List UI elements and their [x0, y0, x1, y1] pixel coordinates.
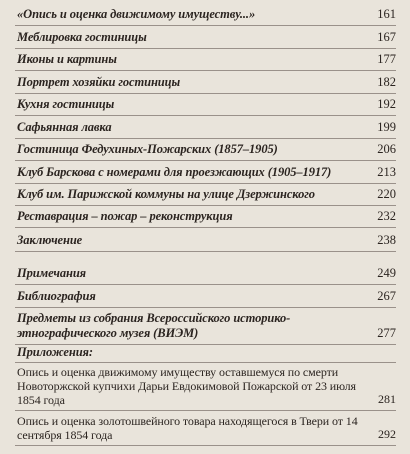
toc-entry-page: 199 — [377, 120, 396, 134]
toc-entry-title: Библиография — [17, 289, 96, 303]
toc-entry-furniture[interactable] — [15, 26, 396, 49]
toc-entry-notes[interactable] — [15, 252, 396, 285]
toc-entry-page: 281 — [378, 392, 396, 406]
toc-entry-title: Меблировка гостиницы — [17, 30, 147, 44]
toc-entry-title: Заключение — [17, 233, 83, 247]
toc-entry-museum-items[interactable] — [15, 308, 396, 345]
toc-entry-title: «Опись и оценка движимому имуществу...» — [17, 7, 256, 21]
toc-entry-conclusion[interactable] — [15, 228, 396, 252]
toc-entry-title: Гостиница Федухиных-Пожарских (1857–1905) — [17, 142, 278, 156]
toc-entry-title: Предметы из собрания Всероссийского историко-этнографического музея (ВИЭМ) — [17, 311, 291, 340]
toc-entry-page: 167 — [377, 30, 396, 44]
toc-entry-title: Примечания — [17, 266, 87, 280]
toc-entry-inventory[interactable] — [15, 0, 396, 26]
toc-entry-title: Клуб им. Парижской коммуны на улице Дзержинского — [17, 187, 315, 201]
toc-entry-title: Портрет хозяйки гостиницы — [17, 75, 181, 89]
toc-entry-appendix-gold-goods[interactable] — [15, 411, 396, 446]
toc-entry-page: 267 — [377, 289, 396, 303]
toc-entry-barskov-club[interactable] — [15, 161, 396, 184]
toc-entry-page: 220 — [377, 187, 396, 201]
toc-entry-page: 292 — [378, 427, 396, 441]
toc-entry-title: Кухня гостиницы — [17, 97, 115, 111]
toc-entry-title: Опись и оценка движимому имуществу оставшемуся по смерти Новоторжской купчихи Дарьи Евдокимовой Пожарской от 23 июля 1854 года — [17, 365, 356, 407]
toc-entry-page: 161 — [377, 7, 396, 21]
toc-entry-page: 192 — [377, 97, 396, 111]
toc-entry-hotel[interactable] — [15, 139, 396, 161]
toc-entry-title: Приложения: — [17, 345, 93, 359]
toc-entry-page: 213 — [377, 165, 396, 179]
toc-entry-restoration[interactable] — [15, 206, 396, 228]
toc-entry-title: Клуб Барскова с номерами для проезжающих (1905–1917) — [17, 165, 332, 179]
toc-entry-page: 232 — [377, 209, 396, 223]
toc-entry-bibliography[interactable] — [15, 285, 396, 308]
toc-entry-appendix-inventory[interactable] — [15, 363, 396, 411]
toc-entry-morocco-shop[interactable] — [15, 116, 396, 139]
toc-entry-page: 238 — [377, 233, 396, 247]
toc-entry-title: Реставрация – пожар – реконструкция — [17, 209, 233, 223]
toc-entry-portrait[interactable] — [15, 71, 396, 94]
toc-entry-title: Иконы и картины — [17, 52, 117, 66]
toc-entry-commune-club[interactable] — [15, 184, 396, 206]
toc-entry-title: Сафьянная лавка — [17, 120, 112, 134]
toc-entry-page: 177 — [377, 52, 396, 66]
toc-entry-appendices[interactable] — [15, 345, 396, 363]
toc-entry-page: 277 — [377, 326, 396, 340]
toc-entry-page: 206 — [377, 142, 396, 156]
toc-entry-kitchen[interactable] — [15, 94, 396, 116]
toc-entry-title: Опись и оценка золотошвейного товара находящегося в Твери от 14 сентября 1854 года — [17, 414, 358, 442]
toc-entry-page: 249 — [377, 266, 396, 280]
toc-entry-icons[interactable] — [15, 49, 396, 71]
toc-entry-page: 182 — [377, 75, 396, 89]
